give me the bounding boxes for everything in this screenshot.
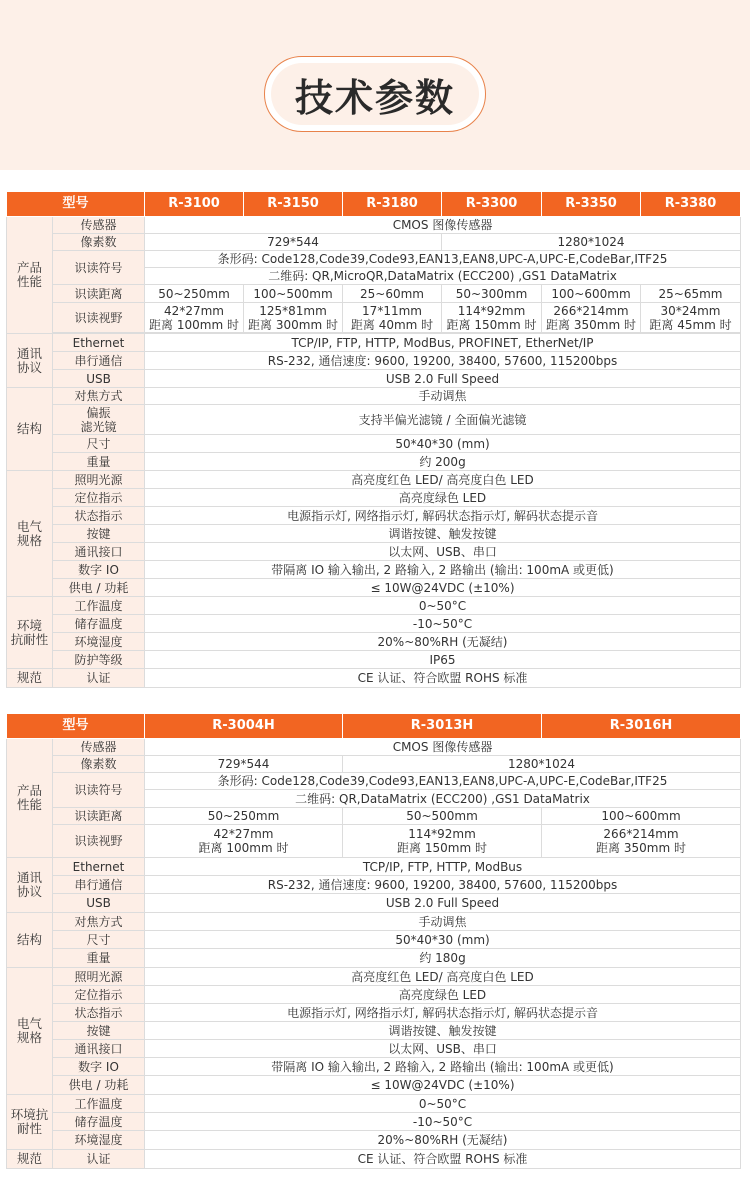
table-row — [7, 1076, 741, 1095]
title-banner — [0, 0, 750, 170]
row-label-storage-temp: 储存温度 — [53, 1113, 145, 1131]
size-value: 50*40*30 (mm) — [145, 435, 741, 453]
row-label-humidity: 环境湿度 — [53, 633, 145, 651]
table-row — [7, 525, 741, 543]
row-label-distance: 识读距离 — [53, 285, 145, 303]
table-row — [7, 217, 741, 234]
category-norms: 规范 — [7, 669, 53, 688]
row-label-light: 照明光源 — [53, 968, 145, 986]
row-label-size: 尺寸 — [53, 435, 145, 453]
table-row — [7, 1040, 741, 1058]
table-row — [7, 968, 741, 986]
aim-value: 高亮度绿色 LED — [145, 489, 741, 507]
table-row — [7, 1058, 741, 1076]
table-header-row — [7, 714, 741, 739]
pixel-value: 729*544 — [145, 756, 343, 773]
light-value: 高亮度红色 LED/ 高亮度白色 LED — [145, 968, 741, 986]
serial-value: RS-232, 通信速度: 9600, 19200, 38400, 57600, 115200bps — [145, 352, 741, 370]
row-label-keys: 按键 — [53, 1022, 145, 1040]
row-label-op-temp: 工作温度 — [53, 597, 145, 615]
header-model-r3100: R-3100 — [145, 192, 244, 217]
table-row — [7, 1131, 741, 1150]
fov-distance: 距离 45mm 时 — [649, 317, 732, 332]
header-model-r3004h: R-3004H — [145, 714, 343, 739]
distance-value: 100~500mm — [244, 285, 343, 303]
header-model-r3300: R-3300 — [442, 192, 542, 217]
table-row — [7, 234, 741, 251]
category-structure: 结构 — [7, 913, 53, 968]
header-model-r3350: R-3350 — [542, 192, 641, 217]
row-label-ports: 通讯接口 — [53, 543, 145, 561]
humidity-value: 20%~80%RH (无凝结) — [145, 1131, 741, 1150]
polarizer-value: 支持半偏光滤镜 / 全面偏光滤镜 — [145, 405, 741, 435]
table-row — [7, 597, 741, 615]
spec-table-r3100-series — [6, 191, 741, 688]
table-row — [7, 507, 741, 525]
fov-cell — [542, 825, 741, 858]
fov-size: 266*214mm — [603, 827, 679, 841]
focus-value: 手动调焦 — [145, 913, 741, 931]
fov-cell — [343, 825, 542, 858]
row-label-fov: 识读视野 — [53, 303, 145, 333]
category-environment: 环境 抗耐性 — [7, 597, 53, 669]
fov-distance: 距离 150mm 时 — [446, 317, 537, 332]
row-label-fov: 识读视野 — [53, 825, 145, 858]
table-row — [7, 1004, 741, 1022]
fov-cell — [145, 825, 343, 858]
ports-value: 以太网、USB、串口 — [145, 1040, 741, 1058]
light-value: 高亮度红色 LED/ 高亮度白色 LED — [145, 471, 741, 489]
status-value: 电源指示灯, 网络指示灯, 解码状态指示灯, 解码状态提示音 — [145, 1004, 741, 1022]
row-label-polarizer — [53, 405, 145, 435]
barcode-symbols: 条形码: Code128,Code39,Code93,EAN13,EAN8,UPC-A,UPC-E,CodeBar,ITF25 — [145, 251, 741, 268]
row-label-usb: USB — [53, 894, 145, 913]
table-row — [7, 471, 741, 489]
distance-value: 100~600mm — [542, 285, 641, 303]
fov-size: 30*24mm — [660, 303, 721, 318]
category-product: 产品 性能 — [7, 739, 53, 858]
distance-value: 25~65mm — [641, 285, 741, 303]
op-temp-value: 0~50°C — [145, 597, 741, 615]
row-label-humidity: 环境湿度 — [53, 1131, 145, 1150]
row-label-sensor: 传感器 — [53, 217, 145, 234]
weight-value: 约 180g — [145, 949, 741, 968]
table-row — [7, 739, 741, 756]
fov-size: 114*92mm — [457, 303, 526, 318]
fov-size: 17*11mm — [362, 303, 422, 318]
row-label-serial: 串行通信 — [53, 876, 145, 894]
keys-value: 调谐按键、触发按键 — [145, 525, 741, 543]
fov-cell — [641, 303, 741, 333]
row-label-storage-temp: 储存温度 — [53, 615, 145, 633]
category-electrical: 电气 规格 — [7, 968, 53, 1095]
fov-distance: 距离 350mm 时 — [596, 841, 686, 855]
row-label-size: 尺寸 — [53, 931, 145, 949]
fov-size: 266*214mm — [553, 303, 629, 318]
2d-code-symbols: 二维码: QR,MicroQR,DataMatrix (ECC200) ,GS1 DataMatrix — [145, 268, 741, 285]
distance-value: 50~500mm — [343, 808, 542, 825]
table-row — [7, 1095, 741, 1113]
fov-size: 42*27mm — [213, 827, 274, 841]
distance-value: 50~250mm — [145, 808, 343, 825]
table-row — [7, 489, 741, 507]
row-label-power: 供电 / 功耗 — [53, 579, 145, 597]
row-label-aim: 定位指示 — [53, 489, 145, 507]
storage-temp-value: -10~50°C — [145, 615, 741, 633]
row-label-ethernet: Ethernet — [53, 858, 145, 876]
category-communication: 通讯 协议 — [7, 334, 53, 388]
aim-value: 高亮度绿色 LED — [145, 986, 741, 1004]
row-label-light: 照明光源 — [53, 471, 145, 489]
table-row — [7, 986, 741, 1004]
focus-value: 手动调焦 — [145, 388, 741, 405]
usb-value: USB 2.0 Full Speed — [145, 370, 741, 388]
header-model-r3150: R-3150 — [244, 192, 343, 217]
table-row — [7, 876, 741, 894]
table-row — [7, 773, 741, 790]
weight-value: 约 200g — [145, 453, 741, 471]
sensor-value: CMOS 图像传感器 — [145, 217, 741, 234]
table-row — [7, 825, 741, 858]
power-value: ≤ 10W@24VDC (±10%) — [145, 1076, 741, 1095]
row-label-power: 供电 / 功耗 — [53, 1076, 145, 1095]
ethernet-value: TCP/IP, FTP, HTTP, ModBus, PROFINET, EtherNet/IP — [145, 334, 741, 352]
table-row — [7, 949, 741, 968]
category-norms: 规范 — [7, 1150, 53, 1169]
row-label-op-temp: 工作温度 — [53, 1095, 145, 1113]
table-row — [7, 543, 741, 561]
header-model-r3180: R-3180 — [343, 192, 442, 217]
table-row — [7, 405, 741, 435]
row-label-symbols: 识读符号 — [53, 773, 145, 808]
ethernet-value: TCP/IP, FTP, HTTP, ModBus — [145, 858, 741, 876]
pixel-value: 729*544 — [145, 234, 442, 251]
title-pill — [264, 56, 486, 132]
protection-value: IP65 — [145, 651, 741, 669]
table-row — [7, 1113, 741, 1131]
header-model-r3016h: R-3016H — [542, 714, 741, 739]
row-label-focus: 对焦方式 — [53, 388, 145, 405]
table-row — [7, 251, 741, 268]
table-row — [7, 894, 741, 913]
row-label-weight: 重量 — [53, 453, 145, 471]
table-row — [7, 615, 741, 633]
row-label-ethernet: Ethernet — [53, 334, 145, 352]
row-label-aim: 定位指示 — [53, 986, 145, 1004]
spec-table-h-series — [6, 713, 741, 1169]
table-row — [7, 334, 741, 352]
row-label-status: 状态指示 — [53, 1004, 145, 1022]
fov-size: 114*92mm — [408, 827, 476, 841]
row-label-usb: USB — [53, 370, 145, 388]
fov-distance: 距离 300mm 时 — [248, 317, 338, 332]
fov-distance: 距离 40mm 时 — [350, 317, 434, 332]
storage-temp-value: -10~50°C — [145, 1113, 741, 1131]
fov-cell — [145, 303, 244, 333]
barcode-symbols: 条形码: Code128,Code39,Code93,EAN13,EAN8,UPC-A,UPC-E,CodeBar,ITF25 — [145, 773, 741, 790]
distance-value: 50~250mm — [145, 285, 244, 303]
row-label-cert: 认证 — [53, 1150, 145, 1169]
serial-value: RS-232, 通信速度: 9600, 19200, 38400, 57600, 115200bps — [145, 876, 741, 894]
status-value: 电源指示灯, 网络指示灯, 解码状态指示灯, 解码状态提示音 — [145, 507, 741, 525]
digital-io-value: 带隔离 IO 输入输出, 2 路输入, 2 路输出 (输出: 100mA 或更低) — [145, 1058, 741, 1076]
table-row — [7, 352, 741, 370]
table-row — [7, 858, 741, 876]
table-row — [7, 561, 741, 579]
cert-value: CE 认证、符合欧盟 ROHS 标准 — [145, 1150, 741, 1169]
humidity-value: 20%~80%RH (无凝结) — [145, 633, 741, 651]
fov-distance: 距离 350mm 时 — [546, 317, 636, 332]
sensor-value: CMOS 图像传感器 — [145, 739, 741, 756]
header-model-r3013h: R-3013H — [343, 714, 542, 739]
fov-distance: 距离 150mm 时 — [397, 841, 487, 855]
polarizer-label-line: 偏振 — [86, 405, 111, 420]
distance-value: 50~300mm — [442, 285, 542, 303]
header-model-r3380: R-3380 — [641, 192, 741, 217]
table-row — [7, 579, 741, 597]
distance-value: 100~600mm — [542, 808, 741, 825]
keys-value: 调谐按键、触发按键 — [145, 1022, 741, 1040]
row-label-cert: 认证 — [53, 669, 145, 688]
usb-value: USB 2.0 Full Speed — [145, 894, 741, 913]
digital-io-value: 带隔离 IO 输入输出, 2 路输入, 2 路输出 (输出: 100mA 或更低) — [145, 561, 741, 579]
table-row — [7, 633, 741, 651]
row-label-digital-io: 数字 IO — [53, 561, 145, 579]
pixel-value: 1280*1024 — [442, 234, 741, 251]
row-label-keys: 按键 — [53, 525, 145, 543]
row-label-pixels: 像素数 — [53, 756, 145, 773]
row-label-pixels: 像素数 — [53, 234, 145, 251]
pixel-value: 1280*1024 — [343, 756, 741, 773]
row-label-protection: 防护等级 — [53, 651, 145, 669]
fov-distance: 距离 100mm 时 — [149, 317, 239, 332]
row-label-weight: 重量 — [53, 949, 145, 968]
table-row — [7, 808, 741, 825]
category-product: 产品 性能 — [7, 217, 53, 334]
table-row — [7, 669, 741, 688]
category-electrical: 电气 规格 — [7, 471, 53, 597]
row-label-digital-io: 数字 IO — [53, 1058, 145, 1076]
header-model: 型号 — [7, 714, 145, 739]
ports-value: 以太网、USB、串口 — [145, 543, 741, 561]
category-structure: 结构 — [7, 388, 53, 471]
table-row — [7, 913, 741, 931]
cert-value: CE 认证、符合欧盟 ROHS 标准 — [145, 669, 741, 688]
fov-size: 42*27mm — [164, 303, 224, 318]
table-row — [7, 370, 741, 388]
fov-cell — [542, 303, 641, 333]
category-environment: 环境抗 耐性 — [7, 1095, 53, 1150]
table-row — [7, 651, 741, 669]
table-row — [7, 435, 741, 453]
row-label-sensor: 传感器 — [53, 739, 145, 756]
table-row — [7, 1022, 741, 1040]
row-label-symbols: 识读符号 — [53, 251, 145, 285]
row-label-focus: 对焦方式 — [53, 913, 145, 931]
polarizer-label-line: 滤光镜 — [80, 419, 117, 434]
fov-distance: 距离 100mm 时 — [198, 841, 289, 855]
table-row — [7, 453, 741, 471]
page-title: 技术参数 — [294, 75, 455, 120]
table-row — [7, 1150, 741, 1169]
row-label-status: 状态指示 — [53, 507, 145, 525]
row-label-ports: 通讯接口 — [53, 1040, 145, 1058]
fov-size: 125*81mm — [259, 303, 327, 318]
table-header-row — [7, 192, 741, 217]
table-row — [7, 756, 741, 773]
category-communication: 通讯 协议 — [7, 858, 53, 913]
distance-value: 25~60mm — [343, 285, 442, 303]
table-row — [7, 388, 741, 405]
table-row — [7, 303, 741, 333]
fov-cell — [343, 303, 442, 333]
table-row — [7, 931, 741, 949]
op-temp-value: 0~50°C — [145, 1095, 741, 1113]
2d-code-symbols: 二维码: QR,DataMatrix (ECC200) ,GS1 DataMatrix — [145, 790, 741, 808]
row-label-serial: 串行通信 — [53, 352, 145, 370]
fov-cell — [442, 303, 542, 333]
table-row — [7, 285, 741, 303]
fov-cell — [244, 303, 343, 333]
power-value: ≤ 10W@24VDC (±10%) — [145, 579, 741, 597]
row-label-distance: 识读距离 — [53, 808, 145, 825]
header-model: 型号 — [7, 192, 145, 217]
size-value: 50*40*30 (mm) — [145, 931, 741, 949]
